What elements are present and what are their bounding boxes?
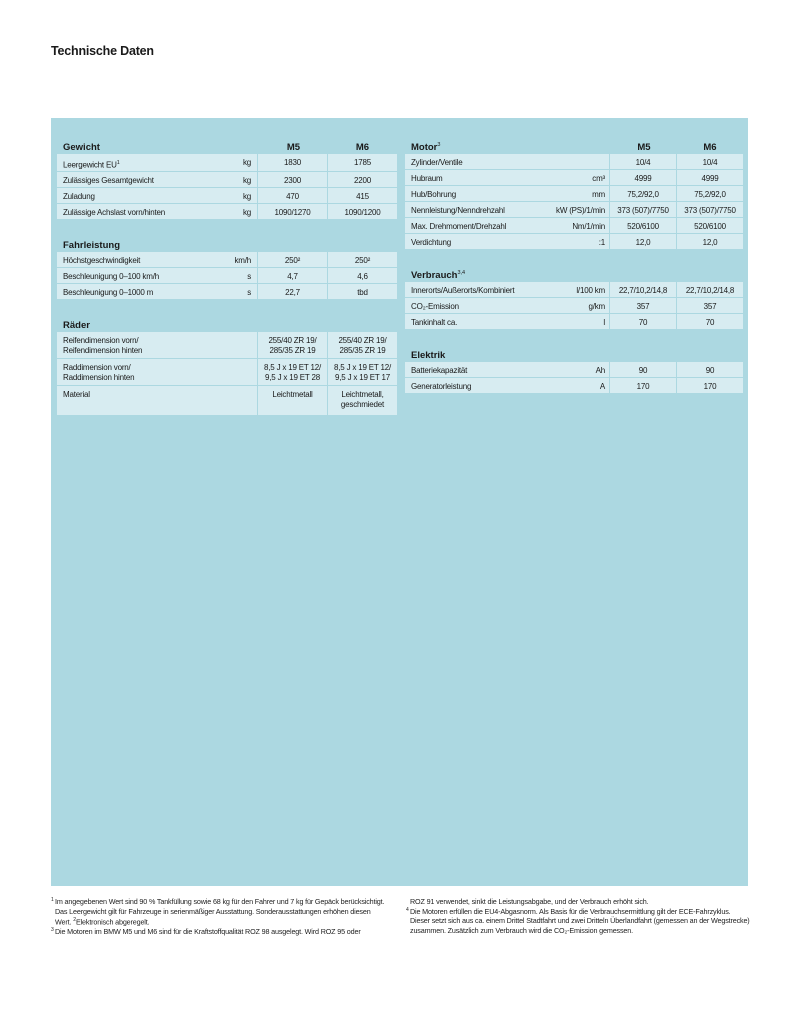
row-unit: s bbox=[247, 271, 251, 281]
value-m6: 170 bbox=[703, 382, 717, 391]
table-row bbox=[57, 386, 397, 415]
value-m5: 90 bbox=[638, 366, 648, 375]
section-header bbox=[405, 346, 743, 361]
row-label: Leergewicht $EU^1$ bbox=[63, 160, 120, 170]
section-raeder bbox=[57, 316, 397, 415]
row-label: Batteriekapazität bbox=[411, 366, 468, 375]
column-header-m6: M6 bbox=[355, 142, 370, 153]
section-verbrauch bbox=[405, 266, 743, 329]
value-m6: 10/4 bbox=[702, 158, 718, 167]
value-m6: tbd bbox=[357, 287, 368, 297]
table-row bbox=[405, 314, 743, 329]
row-unit: l bbox=[603, 318, 605, 327]
value-m5: 2300 bbox=[284, 175, 301, 185]
table-row bbox=[405, 218, 743, 233]
row-label: Raddimension vorn/ Raddimension hinten bbox=[63, 362, 135, 382]
row-unit: kg bbox=[242, 175, 251, 185]
value-m5: 255/40 ZR 19/ 285/35 ZR 19 bbox=[268, 335, 317, 355]
row-unit: :1 bbox=[598, 238, 605, 247]
value-m5: 1830 bbox=[284, 158, 301, 167]
row-label: Innerorts/Außerorts/Kombiniert bbox=[411, 286, 515, 295]
row-unit: cm³ bbox=[592, 174, 605, 183]
table-row bbox=[57, 332, 397, 358]
left-column bbox=[57, 138, 397, 415]
table-row bbox=[57, 359, 397, 385]
value-m5: 1090/1270 bbox=[274, 207, 311, 217]
row-label: Hub/Bohrung bbox=[411, 190, 456, 199]
value-m6: 1090/1200 bbox=[344, 207, 381, 217]
value-m5: 4,7 bbox=[287, 271, 298, 281]
value-m5: 520/6100 bbox=[627, 222, 659, 231]
row-unit: kg bbox=[242, 207, 251, 217]
section-title: Räder bbox=[63, 319, 90, 331]
value-m6: 255/40 ZR 19/ 285/35 ZR 19 bbox=[338, 335, 387, 355]
table-row bbox=[57, 154, 397, 171]
value-m5: 22,7 bbox=[285, 287, 300, 297]
value-m5: 250² bbox=[284, 255, 301, 265]
value-m5: Leichtmetall bbox=[272, 389, 313, 399]
row-unit: kg bbox=[242, 158, 251, 167]
table-row bbox=[405, 154, 743, 169]
value-m6: 4999 bbox=[701, 174, 719, 183]
value-m5: 373 (507)/7750 bbox=[617, 206, 669, 215]
value-m6: 90 bbox=[705, 366, 715, 375]
row-unit: s bbox=[247, 287, 251, 297]
table-row bbox=[405, 170, 743, 185]
value-m6: 4,6 bbox=[357, 271, 368, 281]
table-row bbox=[57, 252, 397, 267]
row-unit: l/100 km bbox=[576, 286, 605, 295]
section-title: Elektrik bbox=[411, 350, 446, 361]
value-m6: 12,0 bbox=[702, 238, 718, 247]
section-header bbox=[405, 138, 743, 153]
column-header-m6: M6 bbox=[703, 142, 717, 153]
row-unit: Nm/1/min bbox=[572, 222, 605, 231]
section-motor bbox=[405, 138, 743, 249]
table-row bbox=[405, 378, 743, 393]
value-m5: 22,7/10,2/14,8 bbox=[618, 286, 668, 295]
row-label: CO₂-Emission bbox=[411, 302, 459, 311]
value-m5: 470 bbox=[286, 191, 299, 201]
value-m6: 250² bbox=[354, 255, 371, 265]
value-m5: 12,0 bbox=[635, 238, 651, 247]
value-m6: 8,5 J x 19 ET 12/ 9,5 J x 19 ET 17 bbox=[334, 362, 391, 382]
table-row bbox=[57, 188, 397, 203]
value-m6: 2200 bbox=[354, 175, 371, 185]
column-header-m5: M5 bbox=[637, 142, 651, 153]
section-title: Motor$^3$ bbox=[411, 141, 441, 153]
table-row bbox=[57, 284, 397, 299]
section-header bbox=[57, 138, 397, 153]
footnote-1: 1 Im angegebenen Wert sind 90 % Tankfüllung sowie 68 kg für den Fahrer und 7 kg für Gepäck berücksichtigt. Das Leergewicht gilt für Fahrzeuge in serienmäßiger Ausstattung. Sonderausstattungen erhöhen diesen Wert. $^2$Elektronisch abgeregelt. bbox=[51, 897, 385, 927]
table-row bbox=[57, 172, 397, 187]
row-unit: mm bbox=[592, 190, 605, 199]
row-unit: kW (PS)/1/min bbox=[556, 206, 605, 215]
value-m5: 357 bbox=[636, 302, 650, 311]
value-m5: 70 bbox=[638, 318, 648, 327]
table-row bbox=[405, 362, 743, 377]
row-unit: kg bbox=[242, 191, 251, 201]
value-m6: 1785 bbox=[354, 158, 371, 167]
row-unit: km/h bbox=[234, 255, 251, 265]
value-m5: 75,2/92,0 bbox=[627, 190, 659, 199]
section-title: Gewicht bbox=[63, 142, 100, 153]
row-label: Max. Drehmoment/Drehzahl bbox=[411, 222, 507, 231]
row-label: Nennleistung/Nenndrehzahl bbox=[411, 206, 505, 215]
value-m5: 8,5 J x 19 ET 12/ 9,5 J x 19 ET 28 bbox=[264, 362, 321, 382]
row-label: Zulässige Achslast vorn/hinten bbox=[63, 207, 166, 217]
row-label: Material bbox=[63, 389, 90, 399]
section-title: Verbrauch$^{3,4}$ bbox=[411, 269, 466, 281]
table-row bbox=[405, 282, 743, 297]
footnote-4: 4 Die Motoren erfüllen die EU4-Abgasnorm. Als Basis für die Verbrauchsermittlung gilt der ECE-Fahrzyklus. Dieser setzt sich aus ca. einem Drittel Stadtfahrt und zwei Dritteln Überlandfahrt (gemessen an der Wegstrecke) zusammen. Zusätzlich zum Verbrauch wird die CO₂-Emission gemessen. bbox=[406, 906, 750, 935]
row-label: Höchstgeschwindigkeit bbox=[63, 255, 141, 265]
footnote-3: 3 Die Motoren im BMW M5 und M6 sind für die Kraftstoffqualität ROZ 98 ausgelegt. Wird ROZ 95 oder bbox=[51, 927, 361, 937]
row-label: Tankinhalt ca. bbox=[411, 318, 458, 327]
page-title: Technische Daten bbox=[51, 44, 154, 58]
table-row bbox=[405, 186, 743, 201]
value-m6: Leichtmetall, geschmiedet bbox=[340, 389, 385, 409]
footnotes-right bbox=[406, 897, 750, 935]
value-m5: 10/4 bbox=[635, 158, 651, 167]
section-header bbox=[57, 236, 397, 251]
section-elektrik bbox=[405, 346, 743, 393]
section-fahrleistung bbox=[57, 236, 397, 299]
table-row bbox=[405, 234, 743, 249]
row-label: Reifendimension vorn/ Reifendimension hinten bbox=[63, 335, 143, 355]
row-label: Beschleunigung 0–1000 m bbox=[63, 287, 154, 297]
section-header bbox=[405, 266, 743, 281]
table-row bbox=[57, 268, 397, 283]
value-m6: 75,2/92,0 bbox=[694, 190, 726, 199]
row-unit: g/km bbox=[588, 302, 605, 311]
row-label: Verdichtung bbox=[411, 238, 452, 247]
row-label: Beschleunigung 0–100 km/h bbox=[63, 271, 159, 281]
row-label: Zulässiges Gesamtgewicht bbox=[63, 175, 154, 185]
table-row bbox=[57, 204, 397, 219]
value-m6: 520/6100 bbox=[694, 222, 726, 231]
column-header-m5: M5 bbox=[286, 142, 301, 153]
value-m6: 357 bbox=[703, 302, 717, 311]
row-label: Hubraum bbox=[411, 174, 443, 183]
row-label: Generatorleistung bbox=[411, 382, 472, 391]
section-title: Fahrleistung bbox=[63, 239, 121, 251]
right-column bbox=[405, 138, 743, 393]
value-m5: 170 bbox=[636, 382, 650, 391]
table-row bbox=[405, 298, 743, 313]
row-label: Zuladung bbox=[63, 191, 95, 201]
footnotes-left bbox=[51, 897, 395, 937]
value-m6: 373 (507)/7750 bbox=[684, 206, 736, 215]
value-m6: 70 bbox=[705, 318, 715, 327]
value-m6: 22,7/10,2/14,8 bbox=[685, 286, 735, 295]
row-unit: Ah bbox=[595, 366, 605, 375]
value-m5: 4999 bbox=[634, 174, 652, 183]
row-label: Zylinder/Ventile bbox=[411, 158, 463, 167]
row-unit: A bbox=[599, 382, 605, 391]
section-header bbox=[57, 316, 397, 331]
footnote-3-continued: ROZ 91 verwendet, sinkt die Leistungsabgabe, und der Verbrauch erhöht sich. bbox=[410, 897, 649, 906]
section-gewicht bbox=[57, 138, 397, 219]
table-row bbox=[405, 202, 743, 217]
value-m6: 415 bbox=[356, 191, 369, 201]
